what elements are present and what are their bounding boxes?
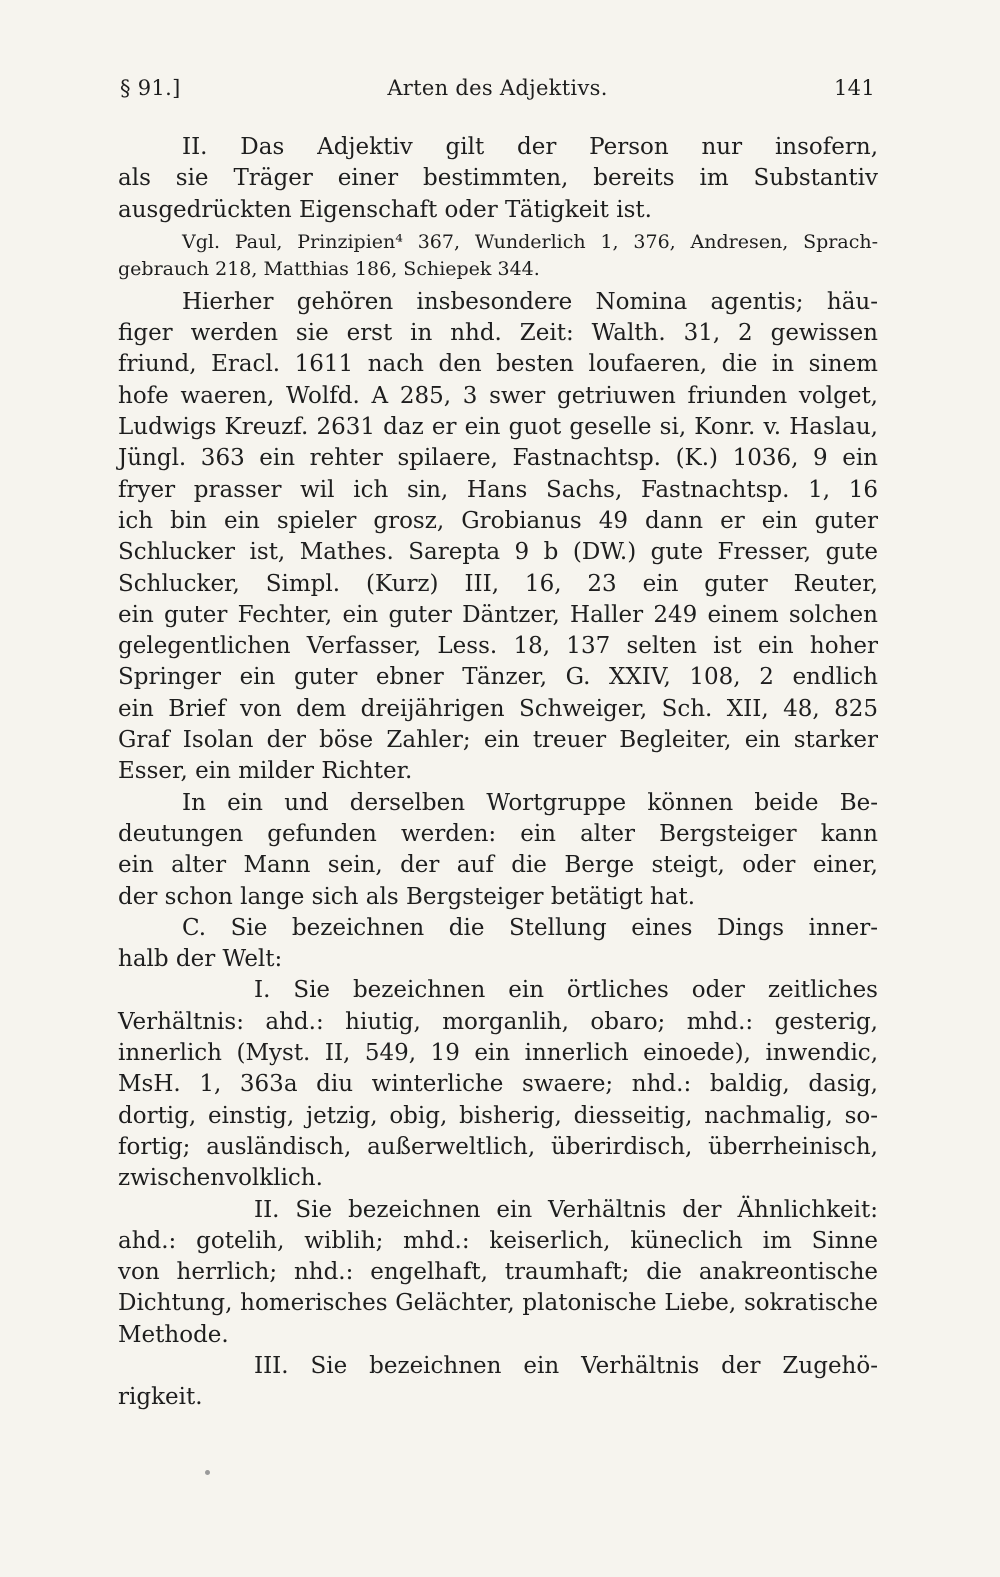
paragraph [118, 975, 878, 1194]
text-line: Schlucker, Simpl. (Kurz) III, 16, 23 ein guter Reuter, [118, 570, 878, 597]
text-line: fryer prasser wil ich sin, Hans Sachs, Fastnachtsp. 1, 16 [118, 476, 878, 503]
text-line: Methode. [118, 1321, 229, 1348]
text-line: innerlich (Myst. II, 549, 19 ein innerlich einoede), inwendic, [118, 1040, 878, 1067]
text-line: II. Sie bezeichnen ein Verhältnis der Ähnlichkeit: [254, 1196, 878, 1223]
text-line: gelegentlichen Verfasser, Less. 18, 137 selten ist ein hoher [118, 633, 878, 660]
text-line: halb der Welt: [118, 946, 283, 973]
section-reference: § 91.] [120, 76, 181, 100]
paragraph [118, 287, 878, 788]
text-line: III. Sie bezeichnen ein Verhältnis der Zugehö- [254, 1352, 878, 1379]
text-line: dortig, einstig, jetzig, obig, bisherig, diesseitig, nachmalig, so- [118, 1102, 878, 1129]
text-line: deutungen gefunden werden: ein alter Bergsteiger kann [118, 820, 878, 847]
text-line: fortig; ausländisch, außerweltlich, überirdisch, überrheinisch, [118, 1133, 878, 1160]
paragraph [118, 788, 878, 913]
text-line: von herrlich; nhd.: engelhaft, traumhaft; die anakreontische [118, 1259, 878, 1286]
text-line: MsH. 1, 363a diu winterliche swaere; nhd.: baldig, dasig, [118, 1071, 878, 1098]
page-body [118, 132, 878, 1414]
text-line: als sie Träger einer bestimmten, bereits im Substantiv [118, 165, 878, 192]
text-line: der schon lange sich als Bergsteiger betätigt hat. [118, 883, 696, 910]
running-header [120, 76, 875, 106]
paragraph [118, 229, 878, 283]
text-line: C. Sie bezeichnen die Stellung eines Dings inner- [182, 914, 878, 941]
paragraph [118, 913, 878, 976]
text-line: ein alter Mann sein, der auf die Berge steigt, oder einer, [118, 852, 878, 879]
text-line: ein guter Fechter, ein guter Däntzer, Haller 249 einem solchen [118, 601, 878, 628]
chapter-title: Arten des Adjektivs. [387, 76, 608, 100]
text-line: friund, Eracl. 1611 nach den besten loufaeren, die in sinem [118, 351, 878, 378]
text-line: zwischenvolklich. [118, 1165, 323, 1192]
text-line: II. Das Adjektiv gilt der Person nur insofern, [182, 134, 878, 160]
text-line: hofe waeren, Wolfd. A 285, 3 swer getriuwen friunden volget, [118, 382, 878, 409]
text-line: ein Brief von dem dreijährigen Schweiger, Sch. XII, 48, 825 [118, 695, 878, 722]
text-line: ahd.: gotelih, wiblih; mhd.: keiserlich, küneclich im Sinne [118, 1227, 878, 1254]
paragraph [118, 1195, 878, 1351]
text-line: Dichtung, homerisches Gelächter, platonische Liebe, sokratische [118, 1290, 878, 1317]
text-line: Esser, ein milder Richter. [118, 758, 413, 785]
paragraph [118, 1351, 878, 1414]
text-line: figer werden sie erst in nhd. Zeit: Walth. 31, 2 gewissen [118, 320, 878, 347]
text-line: Vgl. Paul, Prinzipien⁴ 367, Wunderlich 1, 376, Andresen, Sprach- [182, 230, 878, 253]
text-line: I. Sie bezeichnen ein örtliches oder zeitliches [254, 977, 878, 1004]
text-line: Verhältnis: ahd.: hiutig, morganlih, obaro; mhd.: gesterig, [118, 1008, 878, 1035]
text-line: Springer ein guter ebner Tänzer, G. XXIV, 108, 2 endlich [118, 664, 878, 691]
text-line: ausgedrückten Eigenschaft oder Tätigkeit ist. [118, 196, 652, 223]
text-line: Graf Isolan der böse Zahler; ein treuer Begleiter, ein starker [118, 727, 878, 754]
paragraph [118, 132, 878, 226]
text-line: ich bin ein spieler grosz, Grobianus 49 dann er ein guter [118, 507, 878, 534]
ink-speck [205, 1470, 210, 1475]
text-line: Jüngl. 363 ein rehter spilaere, Fastnachtsp. (K.) 1036, 9 ein [118, 445, 878, 472]
text-line: rigkeit. [118, 1384, 203, 1411]
text-line: Schlucker ist, Mathes. Sarepta 9 b (DW.) gute Fresser, gute [118, 539, 878, 566]
text-line: In ein und derselben Wortgruppe können beide Be- [182, 789, 878, 816]
text-line: Ludwigs Kreuzf. 2631 daz er ein guot geselle si, Konr. v. Haslau, [118, 414, 878, 441]
text-line: gebrauch 218, Matthias 186, Schiepek 344. [118, 257, 540, 280]
page-number: 141 [834, 76, 875, 100]
text-line: Hierher gehören insbesondere Nomina agentis; häu- [182, 288, 878, 315]
